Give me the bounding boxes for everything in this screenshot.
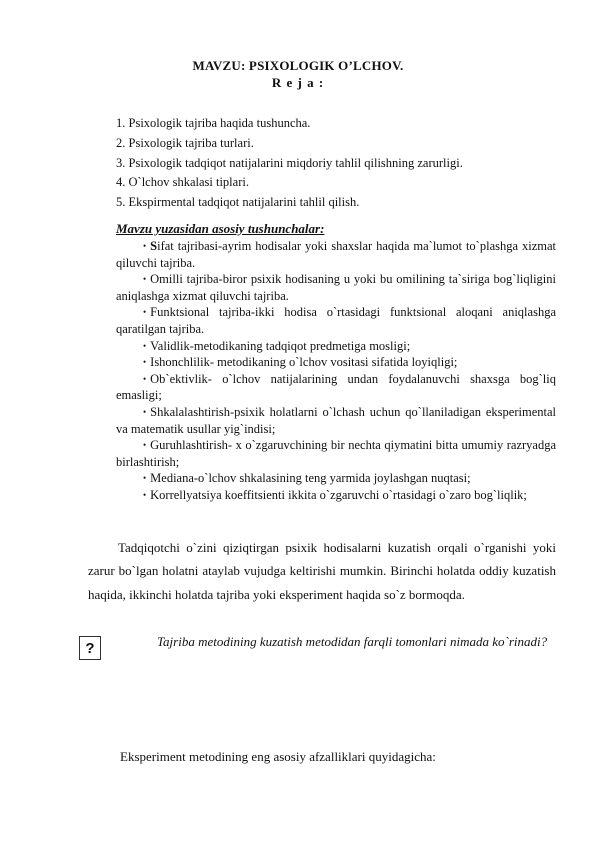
concept-item (116, 338, 556, 355)
concept-item (116, 371, 556, 404)
bullet-icon: • (143, 274, 147, 285)
bullet-icon: • (143, 340, 147, 351)
plan-item: 4. O`lchov shkalasi tiplari. (116, 175, 249, 190)
bullet-icon: • (143, 357, 147, 368)
concepts-heading: Mavzu yuzasidan asosiy tushunchalar: (116, 221, 325, 236)
page-title: MAVZU: PSIXOLOGIK O’LCHOV. (192, 58, 404, 73)
bullet-icon: • (143, 373, 147, 384)
concept-item (116, 437, 556, 470)
concept-item (116, 304, 556, 337)
concept-item (116, 238, 556, 271)
plan-item: 1. Psixologik tajriba haqida tushuncha. (116, 116, 311, 130)
section-lead-text: Eksperiment metodining eng asosiy afzalliklari quyidagicha: (120, 749, 436, 764)
concept-text: Mediana-o`lchov shkalasining teng yarmida joylashgan nuqtasi; (150, 471, 471, 486)
bullet-icon: • (143, 473, 147, 484)
concept-text: Korrellyatsiya koeffitsienti ikkita o`zgaruvchi o`rtasidagi o`zaro bog`liqlik; (150, 487, 527, 502)
question-text: Tajriba metodining kuzatish metodidan farqli tomonlari nimada ko`rinadi? (157, 634, 548, 649)
bullet-icon: • (143, 406, 147, 417)
bullet-icon: • (143, 489, 147, 500)
concepts-list (116, 238, 556, 504)
bullet-icon: • (143, 307, 147, 318)
concept-text: Guruhlashtirish- x o`zgaruvchining bir nechta qiymatini bitta umumiy razryadga birlashtirish; (116, 438, 556, 469)
concept-text: Funktsional tajriba-ikki hodisa o`rtasidagi funktsional aloqani aniqlashga qaratilgan tajriba. (116, 305, 556, 336)
plan-item: 2. Psixologik tajriba turlari. (116, 135, 254, 150)
concept-text: Ob`ektivlik- o`lchov natijalarining undan foydalanuvchi shaxsga bog`liq emasligi; (116, 371, 556, 403)
concept-item (116, 271, 556, 304)
concept-lead-letter: S (150, 239, 158, 253)
body-paragraph: Tadqiqotchi o`zini qiziqtirgan psixik hodisalarni kuzatish orqali o`rganishi yoki zarur bo`lgan holatni ataylab vujudga keltirishi mumkin. Birinchi holatda oddiy kuzatish haqida, ikkinchi holatda tajriba yoki eksperiment haqida so`z bormoqda. (88, 540, 556, 602)
concept-text: Validlik-metodikaning tadqiqot predmetiga mosligi; (150, 338, 411, 353)
concept-item (116, 487, 556, 504)
question-mark-icon: ? (79, 636, 101, 660)
plan-item: 3. Psixologik tadqiqot natijalarini miqdoriy tahlil qilishning zarurligi. (116, 155, 463, 170)
bullet-icon: • (143, 241, 147, 251)
concept-text: Omilli tajriba-biror psixik hodisaning u yoki bu omilining ta`siriga bog`liqligini aniqlashga xizmat qiluvchi tajriba. (116, 272, 556, 303)
plan-item: 5. Ekspirmental tadqiqot natijalarini tahlil qilish. (116, 195, 360, 210)
concept-text: Shkalalashtirish-psixik holatlarni o`lchash uchun qo`llaniladigan eksperimental va matematik usullar yig`indisi; (116, 404, 556, 436)
concept-text: Ishonchlilik- metodikaning o`lchov vositasi sifatida loyiqligi; (150, 355, 458, 370)
concept-text: ifat tajribasi-ayrim hodisalar yoki shaxslar haqida ma`lumot to`plashga xizmat qiluvchi tajriba. (116, 239, 556, 270)
concept-item (116, 470, 556, 487)
bullet-icon: • (143, 440, 147, 451)
plan-list (116, 114, 556, 213)
concept-item (116, 354, 556, 371)
plan-heading: R e j a : (271, 75, 325, 90)
concept-item (116, 404, 556, 437)
